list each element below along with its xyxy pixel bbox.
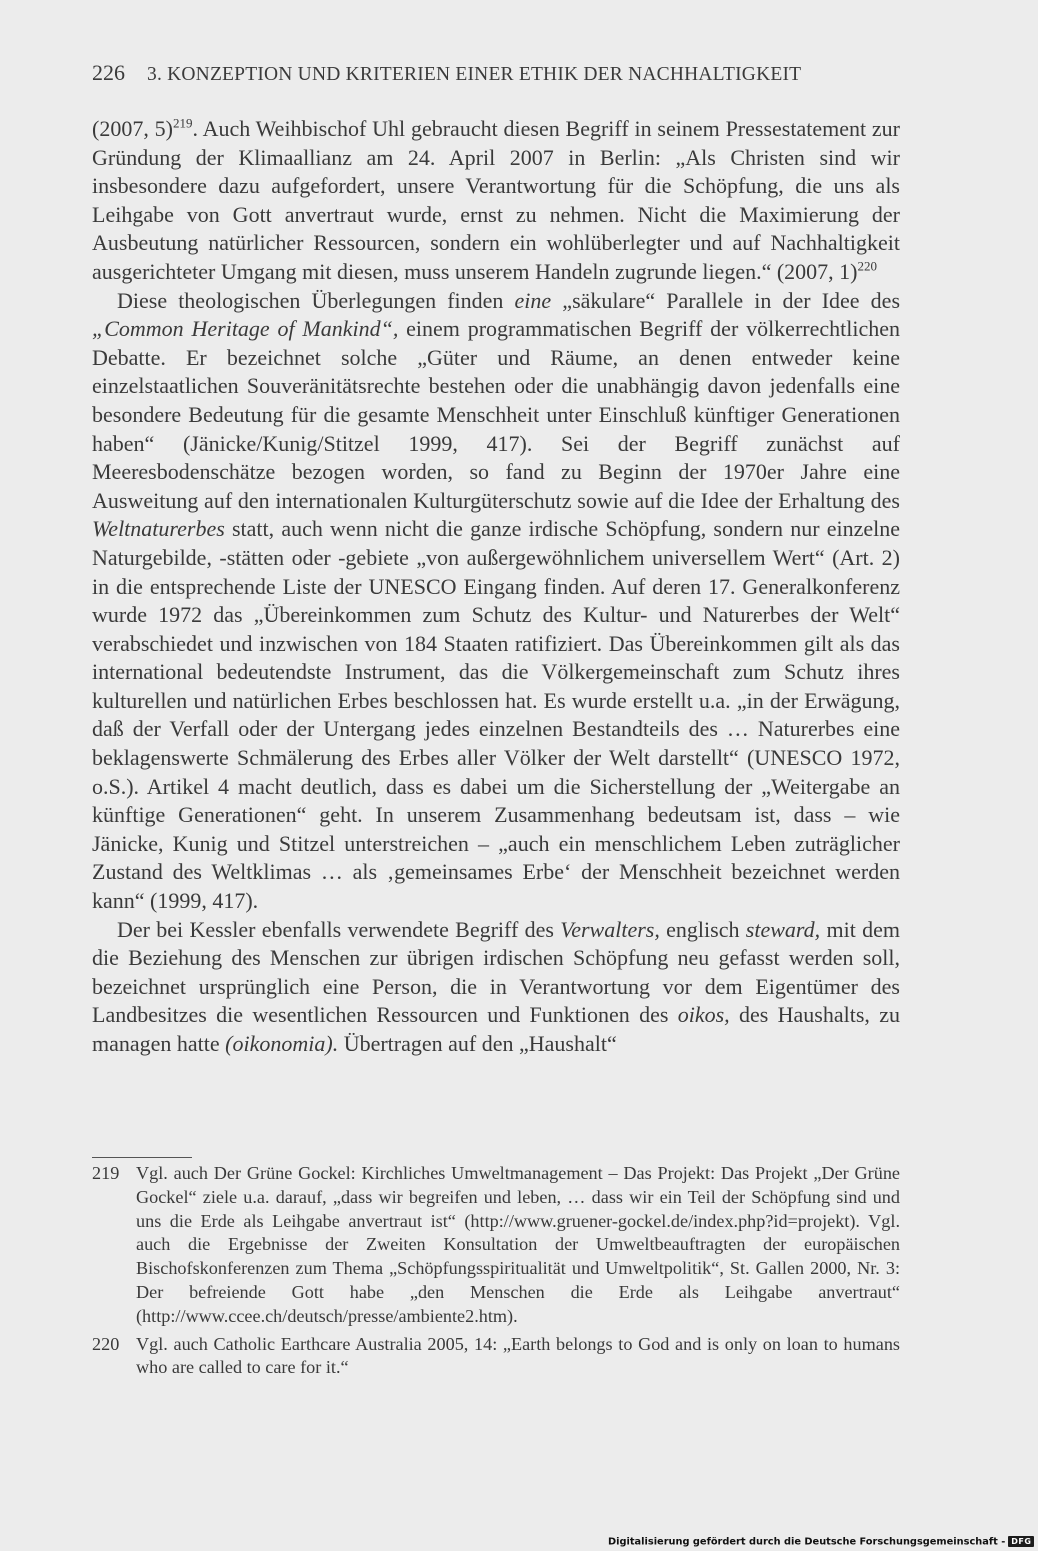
paragraph-2-emphasis-common-heritage: „Common Heritage of Mankind“, bbox=[92, 316, 399, 342]
running-head bbox=[92, 60, 912, 90]
paragraph-2 bbox=[92, 287, 900, 916]
running-title: 3. KONZEPTION UND KRITERIEN EINER ETHIK DER NACHHALTIGKEIT bbox=[147, 64, 802, 85]
paragraph-3-text-d: des Haushalts, zu managen hatte bbox=[92, 1002, 900, 1056]
paragraph-3-emphasis-oikos: oikos, bbox=[677, 1002, 730, 1028]
footnote-reference-220[interactable]: 220 bbox=[857, 258, 877, 274]
footnote-reference-219[interactable]: 219 bbox=[172, 115, 193, 131]
paragraph-1-text-a: (2007, 5) bbox=[92, 116, 173, 141]
paragraph-3-text-a: Der bei Kessler ebenfalls verwendete Begriff des bbox=[117, 916, 561, 942]
main-text bbox=[92, 115, 900, 1059]
paragraph-3-emphasis-oikonomia: (oikonomia). bbox=[225, 1031, 339, 1056]
paragraph-2-text-d: statt, auch wenn nicht die ganze irdische Schöpfung, sondern nur einzelne Naturgebilde, -stätten oder -gebiete „von außergewöhnlichem universellem Wert“ (Art. 2) in die entsprechende Liste der UNESCO Eingang finden. Auf deren 17. Generalkonferenz wurde 1972 das „Übereinkommen zum Schutz des Kultur- und Naturerbes der Welt“ verabschiedet und inzwischen von 184 Staaten ratifiziert. Das Übereinkommen gilt als das international bedeutendste Instrument, das die Völkergemeinschaft zum Schutz ihres kulturellen und natürlichen Erbes beschlossen hat. Es wurde erstellt u.a. „in der Erwägung, daß der Verfall oder der Untergang jedes einzelnen Bestandteils des … Naturerbes eine beklagenswerte Schmälerung des Erbes aller Völker der Welt darstellt“ (UNESCO 1972, o.S.). Artikel 4 macht deutlich, dass es dabei um die Sicherstellung der „Weitergabe an künftige Generationen“ geht. In unserem Zusammenhang bedeutsam ist, dass – wie Jänicke, Kunig und Stitzel unterstreichen – „auch ein menschlichem Leben zuträglicher Zustand des Weltklimas … als ‚gemeinsames Erbe‘ der Menschheit bezeichnet werden kann“ (1999, 417). bbox=[92, 516, 900, 914]
footnote-number: 219 bbox=[92, 1163, 120, 1183]
paragraph-2-text-c: einem programmatischen Begriff der völkerrechtlichen Debatte. Er bezeichnet solche „Güter und Räume, an denen entweder keine einzelstaatlichen Souveränitätsrechte bestehen oder die unabhängig davon jedenfalls eine besondere Bedeutung für die gesamte Menschheit unter Einschluß künftiger Generationen haben“ (Jänicke/Kunig/Stitzel 1999, 417). Sei der Begriff zunächst auf Meeresbodenschätze bezogen worden, so fand zu Beginn der 1970er Jahre eine Ausweitung auf den internationalen Kulturgüterschutz sowie auf die Idee der Erhaltung des bbox=[92, 316, 900, 513]
digitization-credit bbox=[608, 1536, 1032, 1551]
paragraph-2-text-b: „säkulare“ Parallele in der Idee des bbox=[551, 287, 901, 313]
digitization-credit-text: Digitalisierung gefördert durch die Deutsche Forschungsgemeinschaft - bbox=[608, 1536, 1006, 1548]
footnote-220 bbox=[92, 1333, 900, 1381]
paragraph-3-emphasis-verwalters: Verwalters, bbox=[560, 916, 660, 942]
page-number: 226 bbox=[92, 60, 125, 85]
paragraph-3-emphasis-steward: steward, bbox=[745, 916, 821, 942]
paragraph-1 bbox=[92, 115, 900, 287]
paragraph-1-text-b: . Auch Weihbischof Uhl gebraucht diesen Begriff in seinem Pressestatement zur Gründung der Klimaallianz am 24. April 2007 in Berlin: „Als Christen sind wir insbesondere dazu aufgefordert, unsere Verantwortung für die Schöpfung, die uns als Leihgabe von Gott anvertraut wurde, ernst zu nehmen. Nicht die Maximierung der Ausbeutung natürlicher Ressourcen, sondern ein wohlüberlegter und auf Nachhaltigkeit ausgerichteter Umgang mit diesen, muss unserem Handeln zugrunde liegen.“ (2007, 1) bbox=[92, 116, 900, 284]
paragraph-3-text-b: englisch bbox=[659, 916, 746, 942]
footnote-text: Vgl. auch Der Grüne Gockel: Kirchliches Umweltmanagement – Das Projekt: Das Projekt „Der Grüne Gockel“ ziele u.a. darauf, „dass wir begreifen und leben, … dass wir ein Teil der Schöpfung sind und uns die Erde als Leihgabe anvertraut ist“ (http://www.gruener-gockel.de/index.php?id=projekt). Vgl. auch die Ergebnisse der Zweiten Konsultation der Umweltbeauftragten der europäischen Bischofskonferenzen zum Thema „Schöpfungsspiritualität und Umweltpolitik“, St. Gallen 2000, Nr. 3: Der befreiende Gott habe „den Menschen die Erde als Leihgabe anvertraut“ (http://www.ccee.ch/deutsch/presse/ambiente2.htm). bbox=[136, 1163, 900, 1326]
footnotes bbox=[92, 1162, 900, 1384]
footnote-separator bbox=[92, 1157, 192, 1158]
dfg-logo: DFG bbox=[1008, 1536, 1034, 1547]
paragraph-2-emphasis-weltnaturerbes: Weltnaturerbes bbox=[92, 516, 225, 542]
footnote-text: Vgl. auch Catholic Earthcare Australia 2005, 14: „Earth belongs to God and is only on loan to humans who are called to care for it.“ bbox=[136, 1333, 900, 1378]
paragraph-3-text-e: Übertragen auf den „Haushalt“ bbox=[338, 1031, 617, 1056]
paragraph-2-text-a: Diese theologischen Überlegungen finden bbox=[117, 287, 515, 313]
footnote-219 bbox=[92, 1162, 900, 1329]
paragraph-3 bbox=[92, 916, 900, 1059]
paragraph-3-text-c: mit dem die Beziehung des Menschen zur übrigen irdischen Schöpfung neu gefasst werden soll, bezeichnet ursprünglich eine Person, die in Verantwortung vor dem Eigentümer des Landbesitzes die wesentlichen Ressourcen und Funktionen des bbox=[92, 916, 900, 1028]
footnote-number: 220 bbox=[92, 1333, 120, 1354]
paragraph-2-emphasis-eine: eine bbox=[514, 287, 552, 313]
